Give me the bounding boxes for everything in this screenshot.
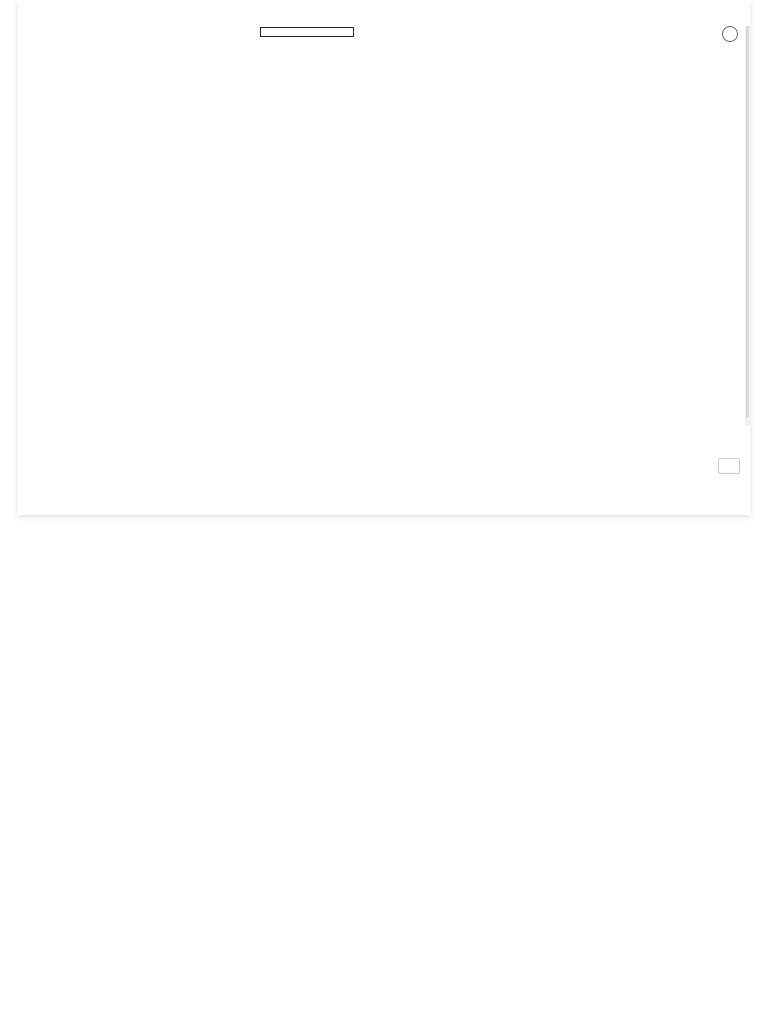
mind-map-viewer[interactable]: [18, 0, 750, 515]
mind-map-root[interactable]: [260, 27, 354, 37]
viewer-scrollbar[interactable]: [745, 26, 750, 426]
statement-text: [57, 547, 757, 561]
close-icon[interactable]: [722, 26, 738, 42]
section-heading-finalidad: [57, 530, 757, 547]
outline-title: [57, 514, 757, 530]
expand-icon[interactable]: [718, 458, 740, 474]
mind-map: [18, 0, 738, 300]
section-heading-equipos: [57, 561, 757, 578]
scrollbar-thumb[interactable]: [746, 26, 749, 418]
outline-content: [57, 514, 757, 592]
term-equipo-usado: [57, 578, 757, 592]
